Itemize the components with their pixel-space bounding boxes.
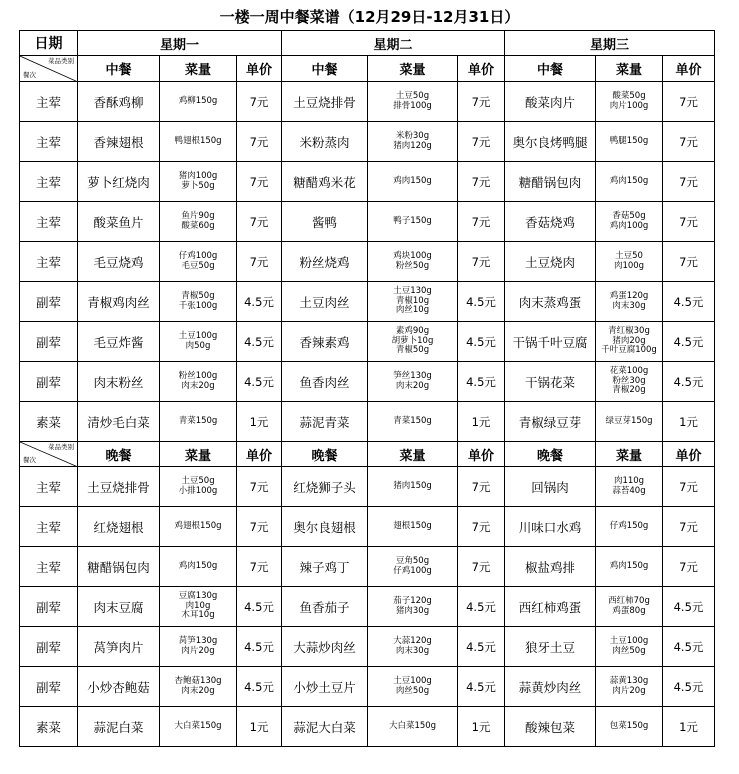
- menu-title: 一楼一周中餐菜谱（12月29日-12月31日）: [219, 8, 520, 26]
- ingredient-line: 土豆50g: [181, 475, 215, 486]
- dish-name: 毛豆烧鸡: [78, 242, 160, 282]
- day-header-row: [20, 31, 715, 56]
- ingredient-line: 杏鲍菇130g: [174, 675, 222, 686]
- dish-price: 4.5元: [458, 362, 505, 402]
- ingredient-line: 青椒50g: [181, 290, 215, 301]
- dish-name: 肉末蒸鸡蛋: [505, 282, 596, 322]
- ingredient-line: 肉丝10g: [395, 305, 430, 316]
- ingredient-line: 包菜150g: [609, 720, 649, 731]
- dish-name: 蒜泥大白菜: [282, 707, 368, 747]
- category-cell: 主荤: [20, 122, 78, 162]
- ingredient-line: 鸡蛋80g: [612, 605, 646, 616]
- dish-price: 7元: [663, 547, 715, 587]
- dish-name: 青椒绿豆芽: [505, 402, 596, 442]
- quantity-column-header: 菜量: [160, 442, 237, 467]
- ingredient-line: 毛豆50g: [181, 260, 215, 271]
- dish-name: 莴笋肉片: [78, 627, 160, 667]
- ingredient-line: 猪肉100g: [178, 170, 218, 181]
- dish-name: 蒜泥白菜: [78, 707, 160, 747]
- dish-price: 4.5元: [458, 667, 505, 707]
- category-cell: 副荤: [20, 667, 78, 707]
- ingredient-line: 肉末20g: [181, 685, 215, 696]
- ingredient-line: 肉末30g: [612, 300, 646, 311]
- dish-ingredients: [160, 507, 237, 547]
- dish-price: 7元: [237, 507, 282, 547]
- ingredient-line: 土豆130g: [393, 286, 432, 297]
- ingredient-line: 鸡肉100g: [609, 220, 649, 231]
- ingredient-line: 猪肉120g: [393, 140, 432, 151]
- ingredient-line: 肉50g: [185, 340, 211, 351]
- dish-name: 回锅肉: [505, 467, 596, 507]
- ingredient-line: 香菇50g: [612, 210, 646, 221]
- dish-name: 土豆烧排骨: [282, 82, 368, 122]
- day-monday: 星期一: [78, 31, 282, 56]
- dish-price: 1元: [458, 707, 505, 747]
- dish-name: 糖醋锅包肉: [505, 162, 596, 202]
- ingredient-line: 肉片100g: [609, 100, 649, 111]
- ingredient-line: 西红柿70g: [608, 595, 650, 606]
- ingredient-line: 鸭子150g: [393, 215, 432, 226]
- dish-name: 土豆烧排骨: [78, 467, 160, 507]
- dish-ingredients: [368, 362, 458, 402]
- corner-category-label: 菜品类别: [48, 443, 74, 451]
- price-column-header: 单价: [663, 56, 715, 82]
- dish-price: 4.5元: [663, 282, 715, 322]
- dish-price: 4.5元: [237, 627, 282, 667]
- dish-name: 辣子鸡丁: [282, 547, 368, 587]
- dish-name: 香酥鸡柳: [78, 82, 160, 122]
- ingredient-line: 肉110g: [613, 475, 645, 486]
- ingredient-line: 猪肉150g: [393, 480, 432, 491]
- dish-price: 7元: [458, 242, 505, 282]
- dish-price: 4.5元: [663, 627, 715, 667]
- dish-price: 4.5元: [458, 322, 505, 362]
- ingredient-line: 肉10g: [185, 600, 211, 611]
- quantity-column-header: 菜量: [368, 442, 458, 467]
- ingredient-line: 米粉30g: [395, 130, 430, 141]
- ingredient-line: 仔鸡100g: [178, 250, 218, 261]
- dish-ingredients: [368, 402, 458, 442]
- table-row: [20, 282, 715, 322]
- category-cell: 副荤: [20, 282, 78, 322]
- dish-name: 红烧狮子头: [282, 467, 368, 507]
- ingredient-line: 大白菜150g: [388, 720, 437, 731]
- dish-price: 7元: [458, 82, 505, 122]
- ingredient-line: 酸菜60g: [181, 220, 215, 231]
- ingredient-line: 肉末20g: [181, 380, 215, 391]
- ingredient-line: 素鸡90g: [395, 326, 430, 337]
- dish-price: 7元: [663, 507, 715, 547]
- dish-ingredients: [160, 707, 237, 747]
- dish-name: 红烧翅根: [78, 507, 160, 547]
- ingredient-line: 肉末20g: [395, 380, 430, 391]
- dish-ingredients: [368, 547, 458, 587]
- dish-name: 奥尔良烤鸭腿: [505, 122, 596, 162]
- dish-price: 4.5元: [663, 587, 715, 627]
- category-cell: 主荤: [20, 507, 78, 547]
- ingredient-line: 酸菜50g: [612, 90, 646, 101]
- dish-ingredients: [596, 507, 663, 547]
- meal-column-header: 晚餐: [282, 442, 368, 467]
- dish-price: 4.5元: [458, 282, 505, 322]
- quantity-column-header: 菜量: [596, 56, 663, 82]
- dish-price: 4.5元: [663, 362, 715, 402]
- dish-ingredients: [368, 202, 458, 242]
- meal-column-header: 中餐: [505, 56, 596, 82]
- dish-price: 4.5元: [237, 282, 282, 322]
- dish-price: 7元: [663, 82, 715, 122]
- table-row: [20, 402, 715, 442]
- category-meal-corner: [20, 442, 78, 467]
- dish-ingredients: [596, 467, 663, 507]
- ingredient-line: 鱼片90g: [181, 210, 215, 221]
- quantity-column-header: 菜量: [596, 442, 663, 467]
- dish-ingredients: [160, 402, 237, 442]
- category-cell: 素菜: [20, 707, 78, 747]
- corner-meal-label: 餐次: [23, 71, 36, 79]
- dish-name: 椒盐鸡排: [505, 547, 596, 587]
- ingredient-line: 千张100g: [178, 300, 218, 311]
- price-column-header: 单价: [458, 442, 505, 467]
- ingredient-line: 猪肉30g: [395, 605, 430, 616]
- category-cell: 副荤: [20, 627, 78, 667]
- dish-price: 4.5元: [237, 362, 282, 402]
- ingredient-line: 土豆50: [615, 250, 643, 261]
- ingredient-line: 猪肉20g: [612, 335, 646, 346]
- dish-name: 大蒜炒肉丝: [282, 627, 368, 667]
- ingredient-line: 肉100g: [613, 260, 645, 271]
- dinner-header-row: [20, 442, 715, 467]
- ingredient-line: 青椒20g: [612, 385, 646, 396]
- ingredient-line: 木耳10g: [181, 610, 215, 621]
- dish-name: 土豆烧肉: [505, 242, 596, 282]
- dish-ingredients: [596, 587, 663, 627]
- dish-price: 1元: [663, 402, 715, 442]
- category-cell: 主荤: [20, 82, 78, 122]
- table-row: [20, 362, 715, 402]
- price-column-header: 单价: [237, 56, 282, 82]
- meal-column-header: 中餐: [282, 56, 368, 82]
- ingredient-line: 胡萝卜10g: [391, 335, 434, 346]
- ingredient-line: 鸭翅根150g: [174, 135, 222, 146]
- dish-ingredients: [596, 82, 663, 122]
- ingredient-line: 笋丝130g: [393, 370, 432, 381]
- ingredient-line: 青菜150g: [178, 415, 218, 426]
- category-cell: 素菜: [20, 402, 78, 442]
- dish-price: 4.5元: [237, 587, 282, 627]
- dish-name: 肉末豆腐: [78, 587, 160, 627]
- ingredient-line: 排骨100g: [393, 100, 432, 111]
- ingredient-line: 青菜150g: [393, 415, 432, 426]
- dish-ingredients: [596, 547, 663, 587]
- dish-price: 4.5元: [237, 667, 282, 707]
- dish-ingredients: [596, 667, 663, 707]
- dish-name: 土豆肉丝: [282, 282, 368, 322]
- dish-name: 糖醋锅包肉: [78, 547, 160, 587]
- ingredient-line: 鸡蛋120g: [609, 290, 649, 301]
- ingredient-line: 鸡块100g: [393, 250, 432, 261]
- dish-ingredients: [596, 202, 663, 242]
- dish-price: 1元: [458, 402, 505, 442]
- dish-ingredients: [596, 322, 663, 362]
- dish-price: 7元: [458, 202, 505, 242]
- dish-name: 川味口水鸡: [505, 507, 596, 547]
- dish-ingredients: [160, 282, 237, 322]
- dish-name: 肉末粉丝: [78, 362, 160, 402]
- ingredient-line: 莴笋130g: [178, 635, 218, 646]
- ingredient-line: 鸡肉150g: [393, 175, 432, 186]
- dish-ingredients: [160, 667, 237, 707]
- dish-ingredients: [160, 587, 237, 627]
- dish-ingredients: [596, 707, 663, 747]
- category-meal-corner: [20, 56, 78, 82]
- dish-ingredients: [368, 467, 458, 507]
- table-row: [20, 547, 715, 587]
- ingredient-line: 粉丝30g: [612, 375, 646, 386]
- table-row: [20, 242, 715, 282]
- dish-ingredients: [160, 547, 237, 587]
- dish-name: 鱼香肉丝: [282, 362, 368, 402]
- dish-name: 蒜泥青菜: [282, 402, 368, 442]
- ingredient-line: 肉片20g: [612, 685, 646, 696]
- dish-ingredients: [160, 162, 237, 202]
- date-label: 日期: [20, 31, 78, 56]
- dish-price: 7元: [663, 122, 715, 162]
- dish-name: 青椒鸡肉丝: [78, 282, 160, 322]
- ingredient-line: 绿豆芽150g: [605, 415, 653, 426]
- ingredient-line: 小排100g: [178, 485, 218, 496]
- table-row: [20, 322, 715, 362]
- ingredient-line: 大蒜120g: [393, 635, 432, 646]
- table-row: [20, 162, 715, 202]
- ingredient-line: 土豆100g: [609, 635, 649, 646]
- dish-price: 7元: [663, 162, 715, 202]
- dish-name: 毛豆炸酱: [78, 322, 160, 362]
- dish-price: 7元: [663, 242, 715, 282]
- dish-name: 香辣翅根: [78, 122, 160, 162]
- dish-name: 糖醋鸡米花: [282, 162, 368, 202]
- ingredient-line: 仔鸡100g: [393, 565, 432, 576]
- ingredient-line: 土豆100g: [393, 675, 432, 686]
- dish-price: 7元: [458, 547, 505, 587]
- dish-ingredients: [596, 282, 663, 322]
- dish-price: 7元: [663, 202, 715, 242]
- dish-ingredients: [160, 82, 237, 122]
- dish-ingredients: [596, 402, 663, 442]
- dish-ingredients: [368, 122, 458, 162]
- dish-ingredients: [368, 162, 458, 202]
- table-row: [20, 707, 715, 747]
- dish-name: 蒜黄炒肉丝: [505, 667, 596, 707]
- ingredient-line: 肉丝50g: [395, 685, 430, 696]
- dish-ingredients: [160, 242, 237, 282]
- dish-price: 7元: [237, 242, 282, 282]
- dish-ingredients: [368, 667, 458, 707]
- dish-name: 鱼香茄子: [282, 587, 368, 627]
- dish-name: 酸菜鱼片: [78, 202, 160, 242]
- ingredient-line: 茄子120g: [393, 595, 432, 606]
- dish-price: 7元: [237, 82, 282, 122]
- ingredient-line: 豆角50g: [395, 555, 430, 566]
- dish-ingredients: [368, 507, 458, 547]
- dish-ingredients: [160, 202, 237, 242]
- table-row: [20, 467, 715, 507]
- lunch-header-row: [20, 56, 715, 82]
- ingredient-line: 鸡翅根150g: [174, 520, 222, 531]
- table-row: [20, 202, 715, 242]
- price-column-header: 单价: [237, 442, 282, 467]
- table-row: [20, 507, 715, 547]
- dish-price: 7元: [458, 162, 505, 202]
- ingredient-line: 粉丝50g: [395, 260, 430, 271]
- dish-ingredients: [596, 162, 663, 202]
- dish-ingredients: [160, 362, 237, 402]
- dish-price: 4.5元: [458, 587, 505, 627]
- category-cell: 主荤: [20, 242, 78, 282]
- dish-ingredients: [160, 467, 237, 507]
- ingredient-line: 青红椒30g: [608, 326, 650, 337]
- price-column-header: 单价: [458, 56, 505, 82]
- ingredient-line: 肉片20g: [181, 645, 215, 656]
- dish-ingredients: [160, 122, 237, 162]
- ingredient-line: 青椒50g: [395, 345, 430, 356]
- dish-price: 1元: [237, 707, 282, 747]
- dish-name: 狼牙土豆: [505, 627, 596, 667]
- dish-price: 1元: [663, 707, 715, 747]
- ingredient-line: 翅根150g: [393, 520, 432, 531]
- dish-price: 7元: [237, 467, 282, 507]
- table-row: [20, 587, 715, 627]
- dish-price: 4.5元: [663, 667, 715, 707]
- category-cell: 副荤: [20, 587, 78, 627]
- dish-ingredients: [160, 322, 237, 362]
- ingredient-line: 鸡柳150g: [178, 95, 218, 106]
- ingredient-line: 土豆100g: [178, 330, 218, 341]
- category-cell: 主荤: [20, 202, 78, 242]
- ingredient-line: 大白菜150g: [174, 720, 222, 731]
- ingredient-line: 肉丝50g: [612, 645, 646, 656]
- category-cell: 主荤: [20, 547, 78, 587]
- dish-name: 干锅千叶豆腐: [505, 322, 596, 362]
- dish-price: 7元: [458, 467, 505, 507]
- dish-price: 4.5元: [663, 322, 715, 362]
- table-row: [20, 667, 715, 707]
- dish-name: 小炒土豆片: [282, 667, 368, 707]
- dish-price: 1元: [237, 402, 282, 442]
- dish-ingredients: [160, 627, 237, 667]
- dish-price: 7元: [237, 202, 282, 242]
- table-row: [20, 122, 715, 162]
- dish-ingredients: [368, 82, 458, 122]
- dish-name: 干锅花菜: [505, 362, 596, 402]
- dish-ingredients: [596, 627, 663, 667]
- corner-meal-label: 餐次: [23, 456, 36, 464]
- dish-price: 4.5元: [237, 322, 282, 362]
- dish-name: 酱鸭: [282, 202, 368, 242]
- ingredient-line: 青椒10g: [395, 295, 430, 306]
- ingredient-line: 鸭腿150g: [609, 135, 649, 146]
- ingredient-line: 粉丝100g: [178, 370, 218, 381]
- corner-category-label: 菜品类别: [48, 57, 74, 65]
- dish-name: 米粉蒸肉: [282, 122, 368, 162]
- dish-ingredients: [368, 627, 458, 667]
- dish-ingredients: [368, 322, 458, 362]
- ingredient-line: 蒜黄130g: [609, 675, 649, 686]
- ingredient-line: 豆腐130g: [178, 591, 218, 602]
- day-wednesday: 星期三: [505, 31, 715, 56]
- dish-price: 7元: [663, 467, 715, 507]
- quantity-column-header: 菜量: [160, 56, 237, 82]
- dish-price: 7元: [458, 507, 505, 547]
- category-cell: 副荤: [20, 322, 78, 362]
- ingredient-line: 土豆50g: [395, 90, 430, 101]
- ingredient-line: 萝卜50g: [181, 180, 215, 191]
- dish-price: 7元: [237, 162, 282, 202]
- day-tuesday: 星期二: [282, 31, 505, 56]
- dish-price: 7元: [237, 547, 282, 587]
- dish-name: 清炒毛白菜: [78, 402, 160, 442]
- quantity-column-header: 菜量: [368, 56, 458, 82]
- dish-ingredients: [596, 362, 663, 402]
- ingredient-line: 肉末30g: [395, 645, 430, 656]
- dish-ingredients: [368, 242, 458, 282]
- dish-name: 香菇烧鸡: [505, 202, 596, 242]
- table-row: [20, 82, 715, 122]
- menu-body: [20, 31, 715, 747]
- dish-name: 西红柿鸡蛋: [505, 587, 596, 627]
- ingredient-line: 鸡肉150g: [609, 175, 649, 186]
- dish-name: 奥尔良翅根: [282, 507, 368, 547]
- dish-ingredients: [368, 707, 458, 747]
- meal-column-header: 晚餐: [78, 442, 160, 467]
- ingredient-line: 蒜苔40g: [612, 485, 646, 496]
- dish-name: 小炒杏鲍菇: [78, 667, 160, 707]
- ingredient-line: 仔鸡150g: [609, 520, 649, 531]
- dish-ingredients: [596, 122, 663, 162]
- menu-table: [19, 30, 715, 747]
- dish-price: 7元: [458, 122, 505, 162]
- meal-column-header: 晚餐: [505, 442, 596, 467]
- category-cell: 主荤: [20, 162, 78, 202]
- ingredient-line: 鸡肉150g: [609, 560, 649, 571]
- dish-price: 7元: [237, 122, 282, 162]
- category-cell: 主荤: [20, 467, 78, 507]
- ingredient-line: 花菜100g: [609, 366, 649, 377]
- dish-name: 酸辣包菜: [505, 707, 596, 747]
- dish-ingredients: [596, 242, 663, 282]
- dish-name: 酸菜肉片: [505, 82, 596, 122]
- table-row: [20, 627, 715, 667]
- price-column-header: 单价: [663, 442, 715, 467]
- ingredient-line: 鸡肉150g: [178, 560, 218, 571]
- dish-price: 4.5元: [458, 627, 505, 667]
- dish-ingredients: [368, 282, 458, 322]
- dish-name: 萝卜红烧肉: [78, 162, 160, 202]
- meal-column-header: 中餐: [78, 56, 160, 82]
- dish-ingredients: [368, 587, 458, 627]
- ingredient-line: 千叶豆腐100g: [601, 345, 657, 356]
- category-cell: 副荤: [20, 362, 78, 402]
- dish-name: 香辣素鸡: [282, 322, 368, 362]
- dish-name: 粉丝烧鸡: [282, 242, 368, 282]
